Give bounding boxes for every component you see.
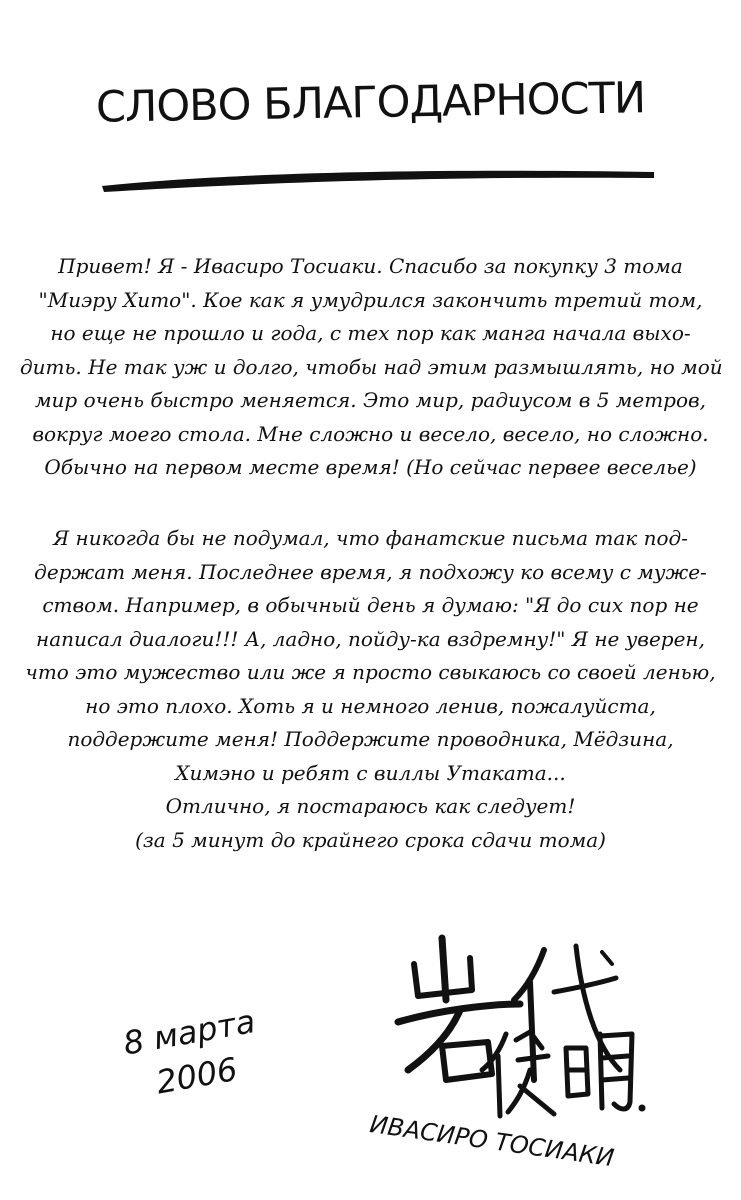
- paragraph-line: "Миэру Хито". Кое как я умудрился закончить третий том,: [38, 287, 703, 312]
- paragraph-line: но еще не прошло и года, с тех пор как манга начала выхо-: [50, 321, 691, 345]
- paragraph-line: написал диалоги!!! А, ладно, пойду-ка вздремну!" Я не уверен,: [36, 626, 705, 651]
- title-underline: [98, 158, 658, 198]
- paragraph-line: Химэно и ребят с виллы Утаката...: [175, 760, 566, 785]
- paragraph-line: ством. Например, в обычный день я думаю: "Я до сих пор не: [42, 593, 699, 617]
- paragraph-line: Привет! Я - Ивасиро Тосиаки. Спасибо за покупку 3 тома: [58, 254, 683, 278]
- page-title: СЛОВО БЛАГОДАРНОСТИ: [95, 73, 646, 133]
- paragraph-line: вокруг моего стола. Мне сложно и весело, весело, но сложно.: [32, 421, 709, 446]
- paragraph-line: держат меня. Последнее время, я подхожу ко всему с муже-: [34, 559, 707, 584]
- paragraph-line: что это мужество или же я просто свыкаюсь со своей ленью,: [25, 660, 716, 684]
- paragraph-line: но это плохо. Хоть я и немного ленив, пожалуйста,: [85, 693, 656, 718]
- date: [102, 996, 285, 1112]
- paragraph-line: поддержите меня! Поддержите проводника, Мёдзина,: [67, 727, 674, 751]
- date-year: 2006: [153, 1049, 241, 1102]
- paragraph-line: дить. Не так уж и долго, чтобы над этим размышлять, но мой: [20, 354, 723, 379]
- paragraph-line: Я никогда бы не подумал, что фанатские письма так под-: [53, 526, 688, 550]
- paragraph-2: [20, 522, 721, 857]
- paragraph-1: [20, 250, 721, 485]
- paragraph-line: мир очень быстро меняется. Это мир, радиусом в 5 метров,: [34, 388, 707, 412]
- paragraph-line: (за 5 минут до крайнего срока сдачи тома): [135, 827, 606, 852]
- paragraph-line: Обычно на первом месте время! (Но сейчас первее веселье): [44, 455, 697, 479]
- date-day: 8 марта: [120, 1002, 258, 1063]
- author-name: ИВАСИРО ТОСИАКИ: [368, 1110, 616, 1173]
- paragraph-line: Отлично, я постараюсь как следует!: [165, 794, 576, 818]
- author-signature: [380, 930, 650, 1120]
